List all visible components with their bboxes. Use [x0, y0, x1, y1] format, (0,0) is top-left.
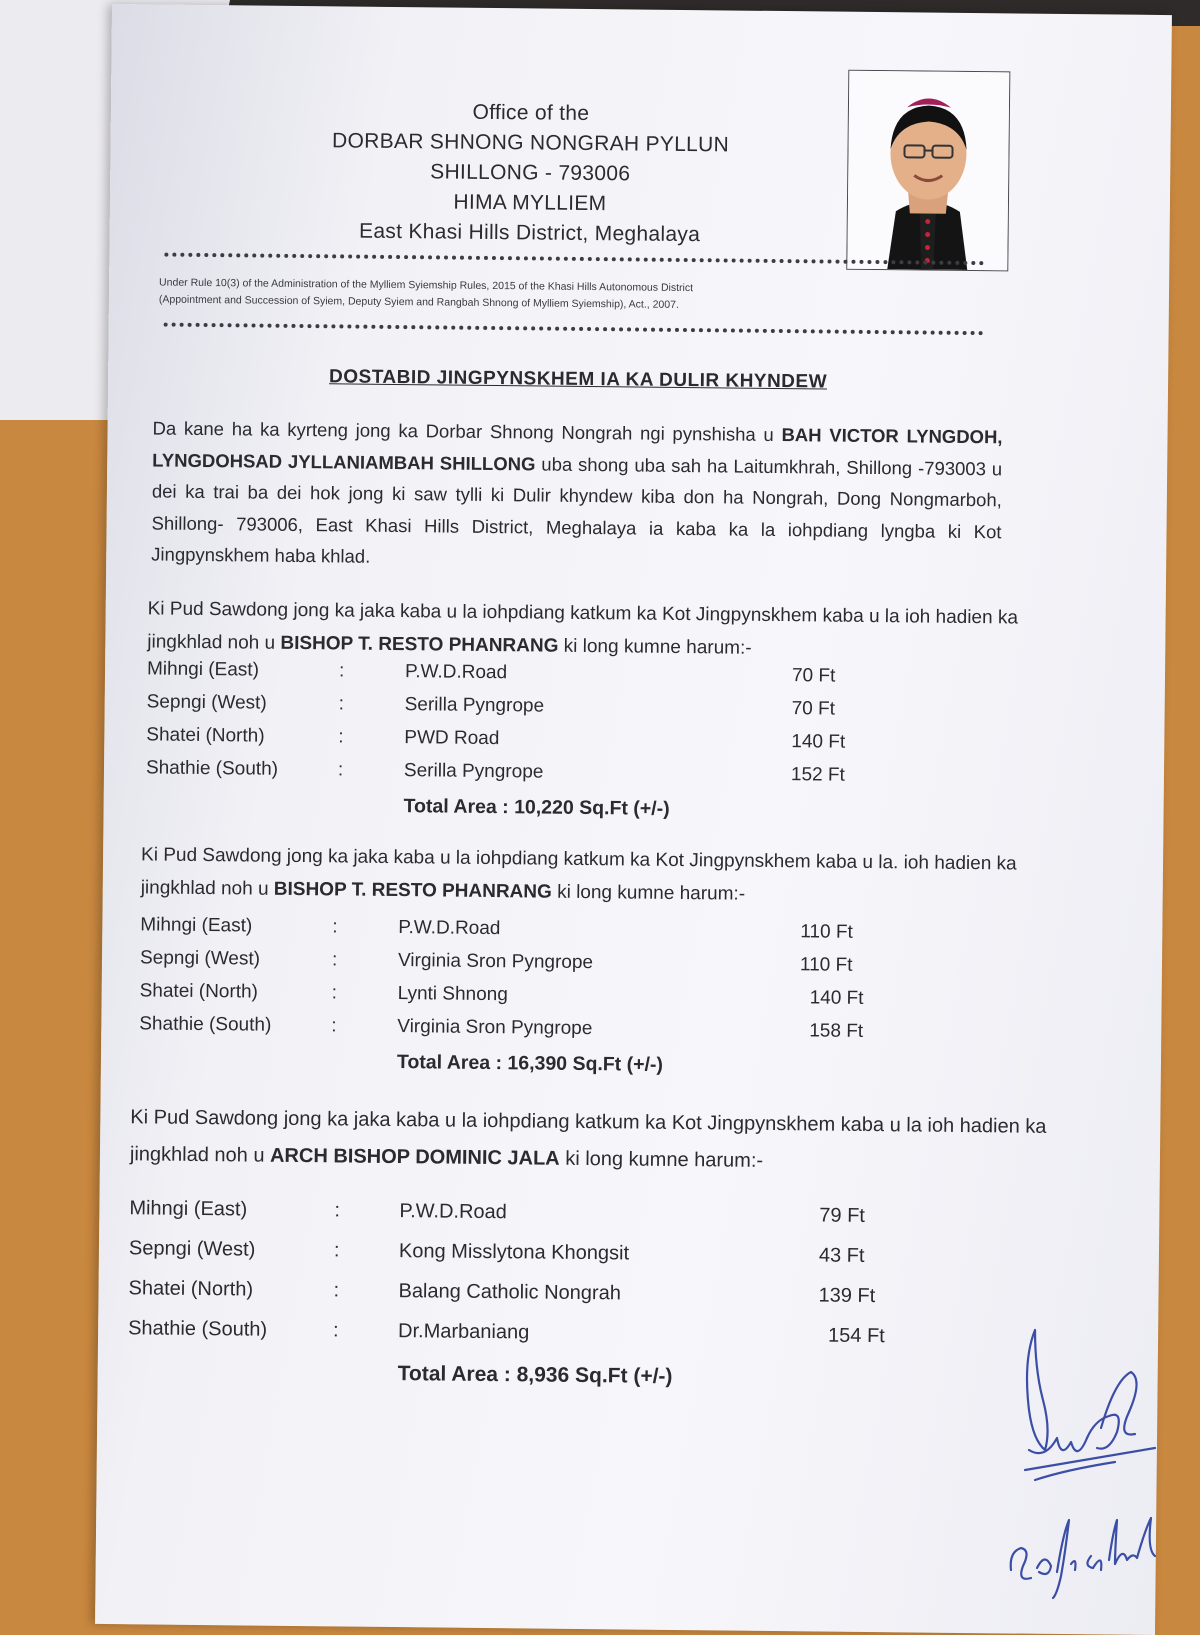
boundary-neighbor: Lynti Shnong [398, 983, 508, 1006]
boundary-neighbor: Kong Misslytona Khongsit [399, 1240, 629, 1265]
section-intro [141, 838, 1062, 914]
boundary-separator: : [334, 1239, 340, 1262]
boundary-length: 70 Ft [792, 698, 836, 720]
office-line: Office of the [281, 96, 781, 131]
bishop-portrait-icon [847, 71, 1009, 271]
boundary-separator: : [332, 982, 338, 1004]
boundary-neighbor: P.W.D.Road [398, 917, 500, 940]
boundary-direction: Sepngi (West) [140, 947, 260, 970]
section-intro [147, 592, 1068, 668]
boundary-length: 154 Ft [828, 1325, 885, 1349]
boundary-separator: : [338, 726, 344, 748]
boundary-separator: : [334, 1199, 340, 1222]
document-title: DOSTABID JINGPYNSKHEM IA KA DULIR KHYNDEW [298, 366, 858, 394]
section-owner: BISHOP T. RESTO PHANRANG [280, 633, 558, 657]
boundary-length: 110 Ft [800, 954, 853, 977]
office-header [279, 96, 781, 251]
boundary-separator: : [332, 949, 338, 971]
section-intro [130, 1099, 1051, 1183]
boundary-direction: Shathie (South) [128, 1317, 267, 1341]
rule-note-line-2: (Appointment and Succession of Syiem, Deputy Syiem and Rangbah Shnong of Mylliem Syiemship), Act., 2007. [159, 292, 989, 318]
boundary-neighbor: Balang Catholic Nongrah [398, 1280, 621, 1305]
dotted-divider-bottom [164, 323, 984, 336]
boundary-length: 43 Ft [819, 1244, 865, 1267]
intro-text-end: ki long kumne harum:- [558, 636, 751, 659]
boundary-length: 152 Ft [791, 764, 845, 787]
boundary-neighbor: Serilla Pyngrope [404, 760, 544, 783]
boundary-length: 79 Ft [819, 1204, 865, 1227]
boundary-length: 70 Ft [792, 665, 836, 687]
boundary-length: 158 Ft [809, 1020, 863, 1043]
boundary-neighbor: Virginia Sron Pyngrope [398, 950, 593, 974]
boundary-separator: : [333, 1279, 339, 1302]
dorbar-name: DORBAR SHNONG NONGRAH PYLLUN [280, 126, 780, 161]
total-area-text: Total Area : 16,390 Sq.Ft (+/-) [397, 1051, 663, 1077]
boundary-direction: Shatei (North) [140, 980, 259, 1003]
handwritten-signature-icon [1005, 1320, 1165, 1600]
body-text-start: Da kane ha ka kyrteng jong ka Dorbar Shnong Nongrah ngi pynshisha u [152, 417, 781, 445]
boundary-direction: Mihngi (East) [129, 1197, 247, 1221]
boundary-separator: : [333, 1319, 339, 1342]
boundary-neighbor: P.W.D.Road [405, 661, 507, 684]
boundary-length: 140 Ft [791, 731, 845, 754]
owner-name: BAH VICTOR LYNGDOH, LYNGDOHSAD JYLLANIAMBAH SHILLONG [152, 424, 1003, 474]
boundary-neighbor: P.W.D.Road [399, 1200, 507, 1224]
boundary-neighbor: PWD Road [404, 727, 499, 750]
rule-note [159, 275, 989, 318]
boundary-length: 140 Ft [810, 987, 864, 1010]
intro-text: Ki Pud Sawdong jong ka jaka kaba u la iohpdiang katkum ka Kot Jingpynskhem kaba u la. ioh hadien ka jingkhlad noh u [141, 844, 1017, 899]
boundary-separator: : [339, 693, 345, 715]
intro-text-end: ki long kumne harum:- [560, 1148, 764, 1172]
boundary-separator: : [338, 759, 344, 781]
district-line: East Khasi Hills District, Meghalaya [279, 216, 779, 251]
boundary-separator: : [339, 660, 345, 682]
boundary-length: 139 Ft [818, 1284, 875, 1308]
total-area-text: Total Area : 8,936 Sq.Ft (+/-) [398, 1362, 673, 1389]
boundary-separator: : [331, 1015, 337, 1037]
boundary-direction: Mihngi (East) [140, 914, 252, 937]
boundary-direction: Shathie (South) [139, 1013, 271, 1036]
boundary-direction: Sepngi (West) [129, 1237, 256, 1261]
boundary-section [139, 838, 1061, 1090]
section-owner: ARCH BISHOP DOMINIC JALA [270, 1145, 560, 1170]
boundary-direction: Shathie (South) [146, 757, 278, 780]
boundary-direction: Shatei (North) [128, 1277, 253, 1301]
intro-text-end: ki long kumne harum:- [552, 882, 745, 905]
boundary-direction: Shatei (North) [146, 724, 265, 747]
boundary-separator: : [332, 916, 338, 938]
body-text-end: uba shong uba sah ha Laitumkhrah, Shillong -793003 u dei ka trai ba dei hok jong ki saw tylli ki Dulir khyndew kiba don ha Nongrah, Dong Nongmarboh, Shillong- 793006, East Khasi Hills District, Meghalaya ia kaba ka la iohpdiang lyngba ki Kot Jingpynskhem haba khlad. [151, 453, 1002, 567]
hima-line: HIMA MYLLIEM [280, 186, 780, 221]
city-line: SHILLONG - 793006 [280, 156, 780, 191]
boundary-neighbor: Serilla Pyngrope [405, 694, 545, 717]
boundary-length: 110 Ft [800, 921, 853, 944]
boundary-neighbor: Virginia Sron Pyngrope [397, 1016, 592, 1040]
body-paragraph [151, 412, 1003, 578]
total-area-text: Total Area : 10,220 Sq.Ft (+/-) [403, 795, 669, 821]
intro-text: Ki Pud Sawdong jong ka jaka kaba u la iohpdiang katkum ka Kot Jingpynskhem kaba u la ioh hadien ka jingkhlad noh u [147, 598, 1018, 653]
boundary-section [145, 592, 1067, 834]
portrait-photo [846, 70, 1010, 272]
intro-text: Ki Pud Sawdong jong ka jaka kaba u la iohpdiang katkum ka Kot Jingpynskhem kaba u la ioh hadien ka jingkhlad noh u [130, 1106, 1047, 1166]
boundary-neighbor: Dr.Marbaniang [398, 1320, 529, 1344]
section-owner: BISHOP T. RESTO PHANRANG [274, 879, 552, 903]
boundary-direction: Sepngi (West) [147, 691, 267, 714]
boundary-direction: Mihngi (East) [147, 658, 259, 681]
boundary-section [127, 1099, 1050, 1401]
rule-note-line-1: Under Rule 10(3) of the Administration of the Mylliem Syiemship Rules, 2015 of the Khasi Hills Autonomous District [159, 275, 989, 301]
